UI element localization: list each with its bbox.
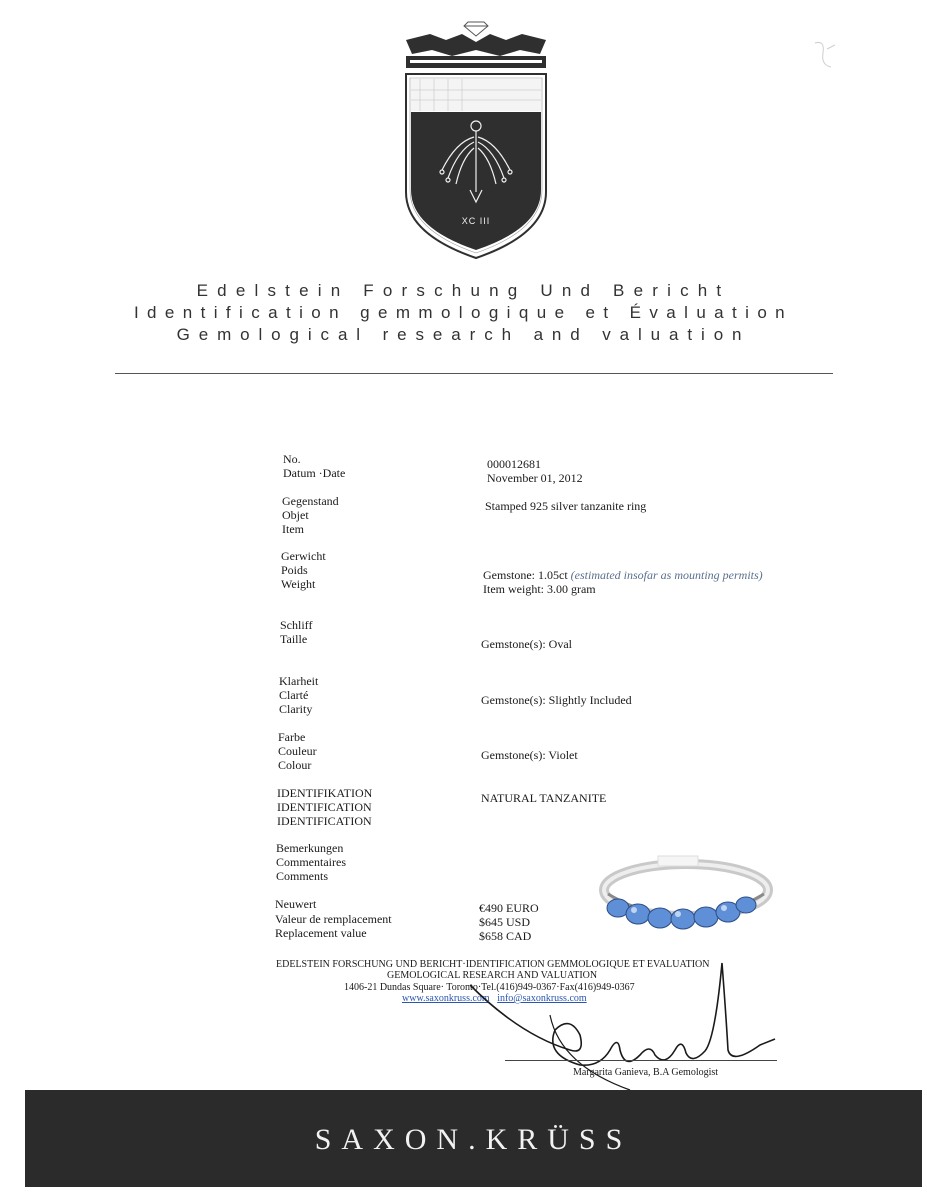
label-identification-en: IDENTIFICATION [277, 814, 372, 828]
brand-band [25, 1090, 922, 1187]
signature-line [505, 1060, 777, 1061]
label-comments-fr: Commentaires [276, 855, 346, 869]
value-item-weight: Item weight: 3.00 gram [483, 582, 596, 596]
label-colour-de: Farbe [278, 730, 306, 744]
diamond-icon [464, 22, 488, 36]
footer-line-2: GEMOLOGICAL RESEARCH AND VALUATION [387, 970, 598, 981]
label-date: Datum ·Date [283, 466, 346, 480]
value-replacement-eur: €490 EURO [479, 901, 539, 915]
pencil-mark [805, 35, 845, 75]
weight-note: (estimated insofar as mounting permits) [570, 568, 763, 582]
value-cut: Gemstone(s): Oval [481, 637, 572, 651]
crown-icon [406, 34, 546, 68]
label-weight-de: Gerwicht [281, 549, 326, 563]
footer-line-1: EDELSTEIN FORSCHUNG UND BERICHT·IDENTIFICATION GEMMOLOGIQUE ET EVALUATION [276, 959, 710, 970]
label-identification-fr: IDENTIFICATION [277, 800, 372, 814]
label-item-fr: Objet [282, 508, 309, 522]
label-replacement-fr: Valeur de remplacement [275, 912, 392, 926]
crest-numeral: XC III [461, 216, 491, 226]
value-clarity: Gemstone(s): Slightly Included [481, 693, 632, 707]
title-french: Identification gemmologique et Évaluation [133, 303, 794, 322]
value-replacement-cad: $658 CAD [479, 929, 532, 943]
label-colour-fr: Couleur [278, 744, 317, 758]
label-clarity-en: Clarity [279, 702, 313, 716]
value-item: Stamped 925 silver tanzanite ring [485, 499, 647, 513]
email-link[interactable]: info@saxonkruss.com [497, 993, 587, 1004]
signatory-name: Margarita Ganieva, B.A Gemologist [573, 1067, 719, 1078]
label-clarity-de: Klarheit [279, 674, 319, 688]
value-colour: Gemstone(s): Violet [481, 748, 578, 762]
label-item-de: Gegenstand [282, 494, 339, 508]
brand-wordmark: SAXON.KRÜSS [314, 1123, 633, 1156]
label-weight-fr: Poids [281, 563, 308, 577]
header-divider [115, 373, 833, 374]
label-colour-en: Colour [278, 758, 312, 772]
tanzanite-gems [607, 897, 756, 929]
value-identification: NATURAL TANZANITE [481, 791, 607, 805]
label-replacement-de: Neuwert [275, 897, 317, 911]
gemstone-weight: Gemstone: 1.05ct [483, 568, 568, 582]
value-gemstone-weight [483, 568, 763, 582]
label-cut-fr: Taille [280, 632, 308, 646]
label-comments-en: Comments [276, 869, 329, 883]
label-comments-de: Bemerkungen [276, 841, 344, 855]
label-weight-en: Weight [281, 577, 316, 591]
label-replacement-en: Replacement value [275, 926, 367, 940]
label-no: No. [283, 452, 301, 466]
value-no: 000012681 [487, 457, 541, 471]
website-link[interactable]: www.saxonkruss.com [402, 993, 490, 1004]
footer-address: 1406-21 Dundas Square· Toronto·Tel.(416)949-0367·Fax(416)949-0367 [344, 982, 635, 993]
crest-logo [400, 12, 552, 262]
title-english: Gemological research and valuation [176, 325, 751, 344]
value-date: November 01, 2012 [487, 471, 583, 485]
value-replacement-usd: $645 USD [479, 915, 531, 929]
title-german: Edelstein Forschung Und Bericht [196, 281, 731, 300]
label-cut-de: Schliff [280, 618, 313, 632]
label-item-en: Item [282, 522, 304, 536]
label-clarity-fr: Clarté [279, 688, 309, 702]
label-identification-de: IDENTIFIKATION [277, 786, 373, 800]
ring-photo [588, 850, 778, 940]
